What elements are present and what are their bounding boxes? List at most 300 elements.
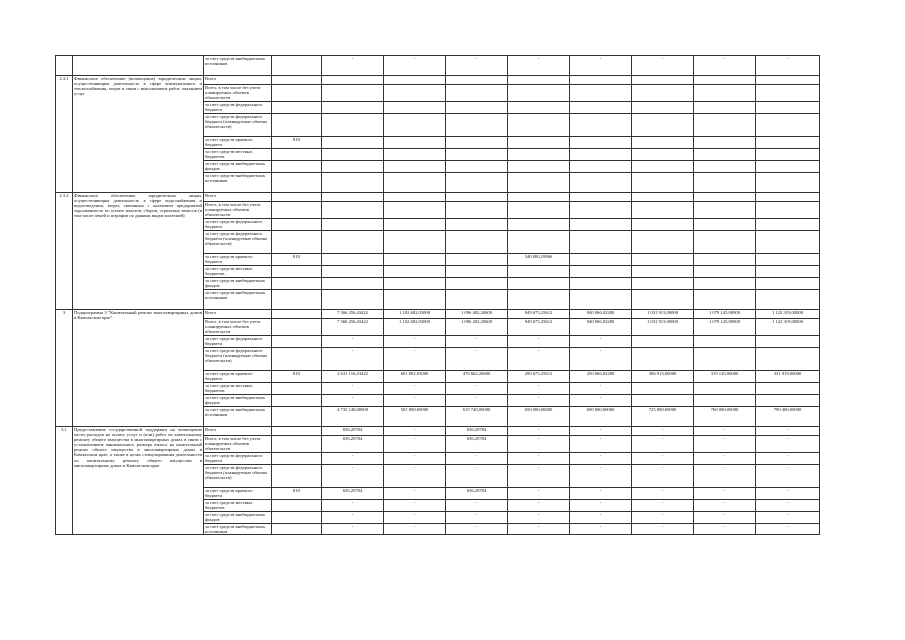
value-cell: - (384, 500, 446, 512)
budget-code: 810 (272, 137, 322, 149)
value-cell: - (384, 465, 446, 488)
value-cell (446, 290, 508, 310)
value-cell: - (632, 56, 694, 76)
value-cell: - (446, 383, 508, 395)
funding-source: за счет средств федерального бюджета (204, 102, 272, 114)
value-cell: - (694, 56, 756, 76)
value-cell: 1 096 402,20600 (446, 319, 508, 336)
value-cell: - (756, 524, 820, 535)
value-cell: - (446, 56, 508, 76)
value-cell (508, 102, 570, 114)
funding-source: за счет средств внебюджетных источников (204, 56, 272, 76)
value-cell: - (322, 56, 384, 76)
value-cell: - (756, 500, 820, 512)
value-cell: - (508, 436, 570, 453)
value-cell: - (322, 336, 384, 348)
row-number (56, 56, 73, 76)
value-cell (446, 173, 508, 193)
value-cell: 1 079 145,00000 (694, 319, 756, 336)
table-row (56, 310, 820, 319)
funding-source: Всего, в том числе без учета планируемых объемов обязательств (204, 319, 272, 336)
value-cell: - (632, 524, 694, 535)
funding-source: за счет средств внебюджетных фондов (204, 161, 272, 173)
value-cell (756, 219, 820, 231)
value-cell (322, 114, 384, 137)
value-cell: 949 675,25612 (508, 310, 570, 319)
value-cell (322, 290, 384, 310)
value-cell: 299 675,25612 (508, 371, 570, 383)
value-cell (322, 173, 384, 193)
budget-code (272, 500, 322, 512)
value-cell (508, 137, 570, 149)
value-cell (570, 161, 632, 173)
funding-source: за счет средств федерального бюджета (планируемые объемы обязательств) (204, 231, 272, 254)
value-cell (694, 202, 756, 219)
value-cell (694, 348, 756, 371)
value-cell (322, 85, 384, 102)
value-cell (694, 137, 756, 149)
value-cell (570, 231, 632, 254)
value-cell (756, 266, 820, 278)
value-cell (756, 173, 820, 193)
value-cell: - (384, 383, 446, 395)
value-cell (322, 231, 384, 254)
budget-code (272, 149, 322, 161)
budget-code (272, 319, 322, 336)
value-cell: - (632, 465, 694, 488)
table-row (56, 193, 820, 202)
funding-source: за счет средств внебюджетных фондов (204, 278, 272, 290)
table-row (56, 427, 820, 436)
value-cell (632, 102, 694, 114)
value-cell: - (508, 512, 570, 524)
value-cell (694, 278, 756, 290)
value-cell: - (756, 512, 820, 524)
value-cell: - (508, 453, 570, 465)
funding-source: за счет средств федерального бюджета (204, 336, 272, 348)
value-cell: - (632, 436, 694, 453)
funding-source: за счет средств краевого бюджета (204, 371, 272, 383)
value-cell (756, 290, 820, 310)
budget-table (55, 55, 820, 535)
funding-source: за счет средств внебюджетных фондов (204, 395, 272, 407)
value-cell (756, 137, 820, 149)
value-cell (384, 193, 446, 202)
value-cell (694, 254, 756, 266)
value-cell (694, 395, 756, 407)
value-cell (384, 102, 446, 114)
row-number: 2.3.2 (56, 193, 73, 310)
value-cell: 940 066,02280 (570, 310, 632, 319)
value-cell: 656,20784 (322, 427, 384, 436)
value-cell: - (322, 348, 384, 371)
value-cell (446, 202, 508, 219)
value-cell (384, 173, 446, 193)
value-cell: 331 919,00000 (756, 371, 820, 383)
value-cell (570, 173, 632, 193)
value-cell: - (756, 427, 820, 436)
budget-code (272, 173, 322, 193)
value-cell (570, 278, 632, 290)
budget-code (272, 114, 322, 137)
value-cell (508, 266, 570, 278)
value-cell (632, 85, 694, 102)
value-cell: 501 000,00000 (384, 407, 446, 427)
value-cell: - (694, 436, 756, 453)
value-cell (570, 266, 632, 278)
value-cell: 1 031 913,00000 (632, 319, 694, 336)
value-cell (446, 85, 508, 102)
funding-source: за счет средств местных бюджетов (204, 149, 272, 161)
value-cell: - (694, 465, 756, 488)
value-cell: - (384, 453, 446, 465)
value-cell (632, 193, 694, 202)
budget-code (272, 76, 322, 85)
budget-code (272, 278, 322, 290)
value-cell (508, 85, 570, 102)
value-cell (384, 278, 446, 290)
value-cell (570, 85, 632, 102)
value-cell (446, 76, 508, 85)
value-cell: 601 682,03000 (384, 371, 446, 383)
value-cell: 7 366 256,43422 (322, 310, 384, 319)
value-cell: - (446, 524, 508, 535)
value-cell (508, 290, 570, 310)
value-cell (632, 266, 694, 278)
value-cell: - (322, 465, 384, 488)
value-cell: 1 079 145,00000 (694, 310, 756, 319)
value-cell: - (632, 512, 694, 524)
value-cell (632, 336, 694, 348)
value-cell (694, 114, 756, 137)
value-cell: - (632, 427, 694, 436)
row-number: 3.1 (56, 427, 73, 535)
value-cell (508, 161, 570, 173)
value-cell (322, 193, 384, 202)
value-cell (384, 76, 446, 85)
value-cell (322, 266, 384, 278)
value-cell (694, 290, 756, 310)
value-cell (322, 219, 384, 231)
value-cell (508, 231, 570, 254)
value-cell (446, 102, 508, 114)
value-cell (694, 76, 756, 85)
value-cell: - (508, 348, 570, 371)
row-number: 3 (56, 310, 73, 427)
value-cell: - (570, 383, 632, 395)
value-cell (632, 173, 694, 193)
budget-code (272, 56, 322, 76)
value-cell (446, 254, 508, 266)
funding-source: за счет средств краевого бюджета (204, 488, 272, 500)
value-cell: - (570, 524, 632, 535)
value-cell: - (322, 453, 384, 465)
value-cell (322, 278, 384, 290)
value-cell (446, 137, 508, 149)
value-cell (384, 219, 446, 231)
value-cell (446, 266, 508, 278)
value-cell (446, 219, 508, 231)
value-cell (570, 114, 632, 137)
value-cell: - (384, 336, 446, 348)
budget-code (272, 310, 322, 319)
value-cell (570, 76, 632, 85)
value-cell: - (694, 500, 756, 512)
budget-code (272, 348, 322, 371)
row-name: Финансовое обеспечение юридическим лицам, осуществляющим деятельность в сфере водоснабжения и водоотведения, затрат, связанных с оказанием предприятий задолженность по уплате налогов, сборов, страховых взносов (в том числе пеней и штрафов по данным видам платежей) (73, 193, 204, 310)
value-cell (446, 193, 508, 202)
funding-source: Всего, в том числе без учета планируемых объемов обязательств (204, 202, 272, 219)
value-cell (632, 290, 694, 310)
value-cell (694, 161, 756, 173)
value-cell (756, 383, 820, 395)
value-cell (756, 114, 820, 137)
value-cell: 760 000,00000 (694, 407, 756, 427)
value-cell (756, 231, 820, 254)
funding-source: за счет средств федерального бюджета (планируемые объемы обязательств) (204, 114, 272, 137)
budget-code (272, 219, 322, 231)
value-cell (756, 149, 820, 161)
funding-source: Всего, в том числе без учета планируемых объемов обязательств (204, 436, 272, 453)
table-body (56, 56, 820, 535)
value-cell (632, 114, 694, 137)
value-cell: 1 031 913,00000 (632, 310, 694, 319)
budget-code (272, 290, 322, 310)
value-cell (570, 149, 632, 161)
value-cell (570, 137, 632, 149)
value-cell: - (570, 488, 632, 500)
row-name (73, 56, 204, 76)
value-cell (756, 193, 820, 202)
value-cell: - (508, 395, 570, 407)
value-cell: - (570, 436, 632, 453)
value-cell: - (446, 500, 508, 512)
value-cell (756, 395, 820, 407)
value-cell (570, 254, 632, 266)
value-cell (756, 278, 820, 290)
funding-source: за счет средств внебюджетных источников (204, 524, 272, 535)
value-cell (508, 149, 570, 161)
value-cell (632, 137, 694, 149)
value-cell: - (508, 500, 570, 512)
value-cell (384, 266, 446, 278)
budget-code (272, 85, 322, 102)
value-cell: 656,20784 (446, 427, 508, 436)
value-cell (694, 336, 756, 348)
value-cell: 1 122 319,00000 (756, 319, 820, 336)
funding-source: за счет средств внебюджетных источников (204, 407, 272, 427)
budget-code (272, 102, 322, 114)
value-cell (632, 348, 694, 371)
value-cell: - (632, 453, 694, 465)
value-cell (632, 383, 694, 395)
budget-code (272, 512, 322, 524)
value-cell: - (446, 395, 508, 407)
row-name: Финансовое обеспечение (возмещение) юридическим лицам, осуществляющим деятельность в сфере коммунального и теплоснабжения, затрат в связи с выполнением работ, оказанием услуг (73, 76, 204, 193)
value-cell (384, 290, 446, 310)
value-cell: - (322, 524, 384, 535)
value-cell: - (446, 465, 508, 488)
value-cell (570, 219, 632, 231)
funding-source: за счет средств краевого бюджета (204, 254, 272, 266)
value-cell (322, 202, 384, 219)
value-cell: 949 675,25612 (508, 319, 570, 336)
funding-source: за счет средств федерального бюджета (планируемые объемы обязательств) (204, 465, 272, 488)
funding-source: за счет средств федерального бюджета (204, 453, 272, 465)
value-cell: - (756, 453, 820, 465)
budget-code: 810 (272, 254, 322, 266)
value-cell: - (384, 524, 446, 535)
value-cell (632, 149, 694, 161)
value-cell: - (384, 488, 446, 500)
value-cell: - (384, 56, 446, 76)
value-cell (632, 219, 694, 231)
value-cell (322, 76, 384, 85)
budget-code (272, 383, 322, 395)
value-cell: - (384, 427, 446, 436)
value-cell: - (508, 524, 570, 535)
value-cell: 1 102 682,03000 (384, 310, 446, 319)
value-cell: 725 000,00000 (632, 407, 694, 427)
value-cell: 656,20784 (322, 436, 384, 453)
value-cell: 476 662,20600 (446, 371, 508, 383)
budget-code (272, 407, 322, 427)
budget-code (272, 161, 322, 173)
value-cell (570, 102, 632, 114)
value-cell (384, 231, 446, 254)
value-cell: - (322, 383, 384, 395)
value-cell (632, 231, 694, 254)
value-cell: - (570, 395, 632, 407)
value-cell (570, 202, 632, 219)
value-cell (694, 173, 756, 193)
value-cell: - (570, 465, 632, 488)
row-number: 2.3.1 (56, 76, 73, 193)
value-cell (446, 278, 508, 290)
value-cell: - (508, 383, 570, 395)
table-row (56, 76, 820, 85)
value-cell: - (632, 500, 694, 512)
value-cell: - (570, 453, 632, 465)
value-cell (632, 202, 694, 219)
value-cell: 1 122 319,00000 (756, 310, 820, 319)
value-cell (756, 202, 820, 219)
value-cell (756, 161, 820, 173)
value-cell (384, 202, 446, 219)
value-cell (322, 254, 384, 266)
budget-code (272, 427, 322, 436)
value-cell: 2 631 116,43422 (322, 371, 384, 383)
value-cell (694, 85, 756, 102)
value-cell: - (508, 56, 570, 76)
value-cell: 656,20784 (446, 436, 508, 453)
value-cell (384, 254, 446, 266)
value-cell: - (322, 500, 384, 512)
funding-source: за счет средств внебюджетных источников (204, 173, 272, 193)
value-cell: - (446, 336, 508, 348)
value-cell (446, 149, 508, 161)
value-cell: 306 913,00000 (632, 371, 694, 383)
value-cell: - (570, 512, 632, 524)
funding-source: за счет средств федерального бюджета (204, 219, 272, 231)
value-cell (508, 202, 570, 219)
value-cell: - (446, 512, 508, 524)
funding-source: за счет средств краевого бюджета (204, 137, 272, 149)
value-cell (508, 278, 570, 290)
value-cell: - (694, 524, 756, 535)
value-cell (570, 290, 632, 310)
value-cell (384, 161, 446, 173)
value-cell: - (508, 465, 570, 488)
value-cell (694, 266, 756, 278)
value-cell: - (446, 348, 508, 371)
value-cell (632, 254, 694, 266)
value-cell: 940 066,02280 (570, 319, 632, 336)
funding-source: Всего, в том числе без учета планируемых объемов обязательств (204, 85, 272, 102)
value-cell: 1 102 682,03000 (384, 319, 446, 336)
value-cell: - (322, 512, 384, 524)
funding-source: за счет средств местных бюджетов (204, 500, 272, 512)
value-cell (756, 336, 820, 348)
value-cell: - (384, 436, 446, 453)
funding-source: Всего (204, 76, 272, 85)
value-cell: 319 145,00000 (694, 371, 756, 383)
value-cell (322, 149, 384, 161)
value-cell (384, 137, 446, 149)
value-cell (694, 383, 756, 395)
budget-code (272, 524, 322, 535)
value-cell (508, 76, 570, 85)
value-cell (756, 254, 820, 266)
table-row (56, 56, 820, 76)
value-cell (322, 161, 384, 173)
funding-source: Всего (204, 427, 272, 436)
value-cell: - (570, 500, 632, 512)
value-cell (508, 114, 570, 137)
budget-code (272, 336, 322, 348)
value-cell: - (508, 488, 570, 500)
value-cell (384, 85, 446, 102)
value-cell: - (384, 512, 446, 524)
budget-code: 810 (272, 488, 322, 500)
value-cell: 690 000,00000 (570, 407, 632, 427)
value-cell (446, 114, 508, 137)
value-cell (632, 76, 694, 85)
value-cell (508, 173, 570, 193)
value-cell (694, 219, 756, 231)
budget-code (272, 395, 322, 407)
value-cell: - (446, 453, 508, 465)
funding-source: за счет средств внебюджетных источников (204, 290, 272, 310)
value-cell (632, 161, 694, 173)
budget-code: 810 (272, 371, 322, 383)
value-cell: 250 066,02280 (570, 371, 632, 383)
value-cell (694, 102, 756, 114)
value-cell (756, 348, 820, 371)
value-cell: - (570, 427, 632, 436)
value-cell (508, 219, 570, 231)
budget-code (272, 465, 322, 488)
row-name: Предоставление государственной поддержки на возмещение части расходов на оплату услуг и (или) работ по капитальному ремонту общего имущества в многоквартирных домах в связи с установлением минимального размера взноса на капитальный ремонт общего имущества в многоквартирных домах в Камчатском крае, а также в целях стимулирования деятельности по капитальному ремонту общего имущества в многоквартирных домах в Камчатском крае (73, 427, 204, 535)
value-cell: 650 000,00000 (508, 407, 570, 427)
value-cell: - (508, 427, 570, 436)
funding-source: Всего (204, 193, 272, 202)
value-cell: - (694, 512, 756, 524)
value-cell (756, 85, 820, 102)
value-cell (322, 102, 384, 114)
value-cell: - (756, 465, 820, 488)
value-cell: - (570, 336, 632, 348)
